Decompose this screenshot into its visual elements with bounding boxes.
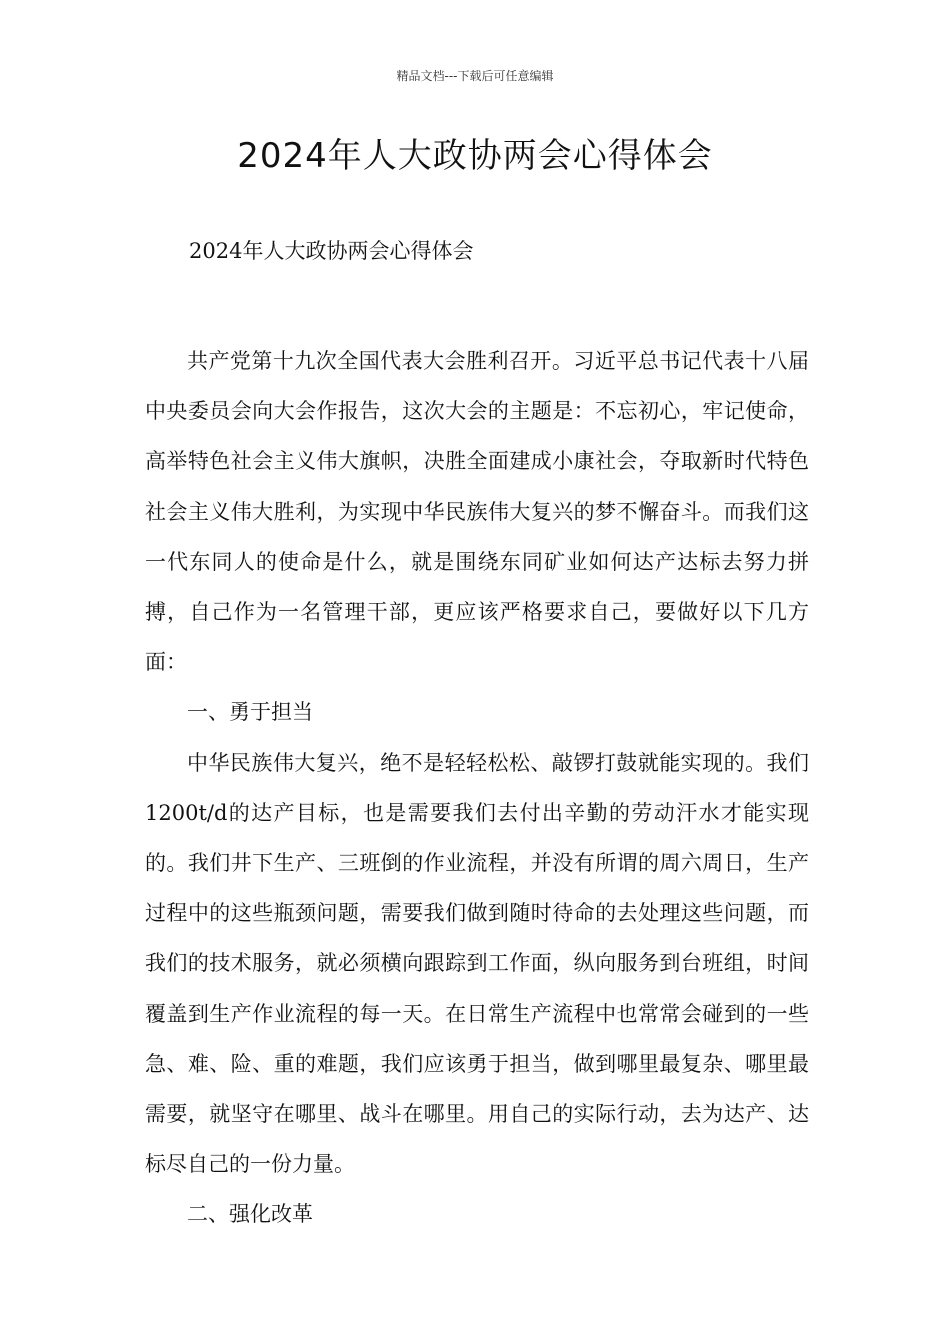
paragraph-intro: 共产党第十九次全国代表大会胜利召开。习近平总书记代表十八届中央委员会向大会作报告，这次大会的主题是：不忘初心，牢记使命，高举特色社会主义伟大旗帜，决胜全面建成小康社会，夺取新时代特色社会主义伟大胜利，为实现中华民族伟大复兴的梦不懈奋斗。而我们这一代东同人的使命是什么，就是围绕东同矿业如何达产达标去努力拼搏，自己作为一名管理干部，更应该严格要求自己，要做好以下几方面： <box>145 349 809 675</box>
section-heading-2: 二、强化改革 <box>187 1202 313 1227</box>
section-heading-1: 一、勇于担当 <box>187 700 313 725</box>
document-subtitle: 2024年人大政协两会心得体会 <box>189 239 474 263</box>
paragraph-section-1: 中华民族伟大复兴，绝不是轻轻松松、敲锣打鼓就能实现的。我们1200t/d的达产目标，也是需要我们去付出辛勤的劳动汗水才能实现的。我们井下生产、三班倒的作业流程，并没有所谓的周六周日，生产过程中的这些瓶颈问题，需要我们做到随时待命的去处理这些问题，而我们的技术服务，就必须横向跟踪到工作面，纵向服务到台班组，时间覆盖到生产作业流程的每一天。在日常生产流程中也常常会碰到的一些急、难、险、重的难题，我们应该勇于担当，做到哪里最复杂、哪里最需要，就坚守在哪里、战斗在哪里。用自己的实际行动，去为达产、达标尽自己的一份力量。 <box>145 750 809 1177</box>
document-title: 2024年人大政协两会心得体会 <box>237 136 713 176</box>
document-body <box>145 336 809 1240</box>
page-header: 精品文档---下载后可任意编辑 <box>396 69 554 83</box>
